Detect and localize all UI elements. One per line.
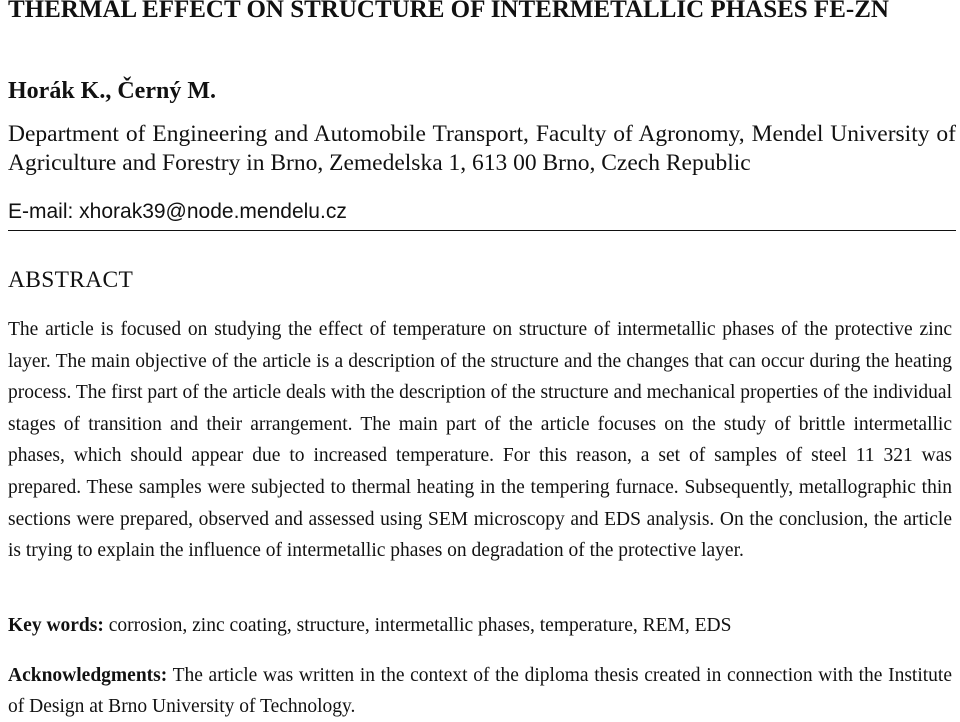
paper-title: THERMAL EFFECT ON STRUCTURE OF INTERMETALLIC PHASES FE-ZN [8, 0, 889, 23]
keywords-label: Key words: [8, 615, 104, 636]
abstract-text: The article is focused on studying the effect of temperature on structure of intermetallic phases of the protective zinc layer. The main objective of the article is a description of the structure and the changes that can occur during the heating process. The first part of the article deals with the description of the structure and mechanical properties of the individual stages of transition and their arrangement. The main part of the article focuses on the study of brittle intermetallic phases, which should appear due to increased temperature. For this reason, a set of samples of steel 11 321 was prepared. These samples were subjected to thermal heating in the tempering furnace. Subsequently, metallographic thin sections were prepared, observed and assessed using SEM microscopy and EDS analysis. On the conclusion, the article is trying to explain the influence of intermetallic phases on degradation of the protective layer. [8, 319, 952, 562]
author-email: E-mail: xhorak39@node.mendelu.cz [8, 200, 347, 223]
authors: Horák K., Černý M. [8, 78, 216, 104]
abstract-heading: ABSTRACT [8, 267, 134, 293]
keywords-text: corrosion, zinc coating, structure, intermetallic phases, temperature, REM, EDS [108, 615, 732, 636]
acknowledgments [8, 660, 952, 722]
keywords [8, 611, 952, 641]
acknowledgments-label: Acknowledgments: [8, 665, 168, 686]
affiliation: Department of Engineering and Automobile Transport, Faculty of Agronomy, Mendel University of Agriculture and Forestry in Brno, Zemedelska 1, 613 00 Brno, Czech Republic [8, 121, 956, 176]
acknowledgments-text: The article was written in the context of the diploma thesis created in connection with the Institute of Design at Brno University of Technology. [8, 665, 953, 717]
header-divider [8, 230, 956, 231]
